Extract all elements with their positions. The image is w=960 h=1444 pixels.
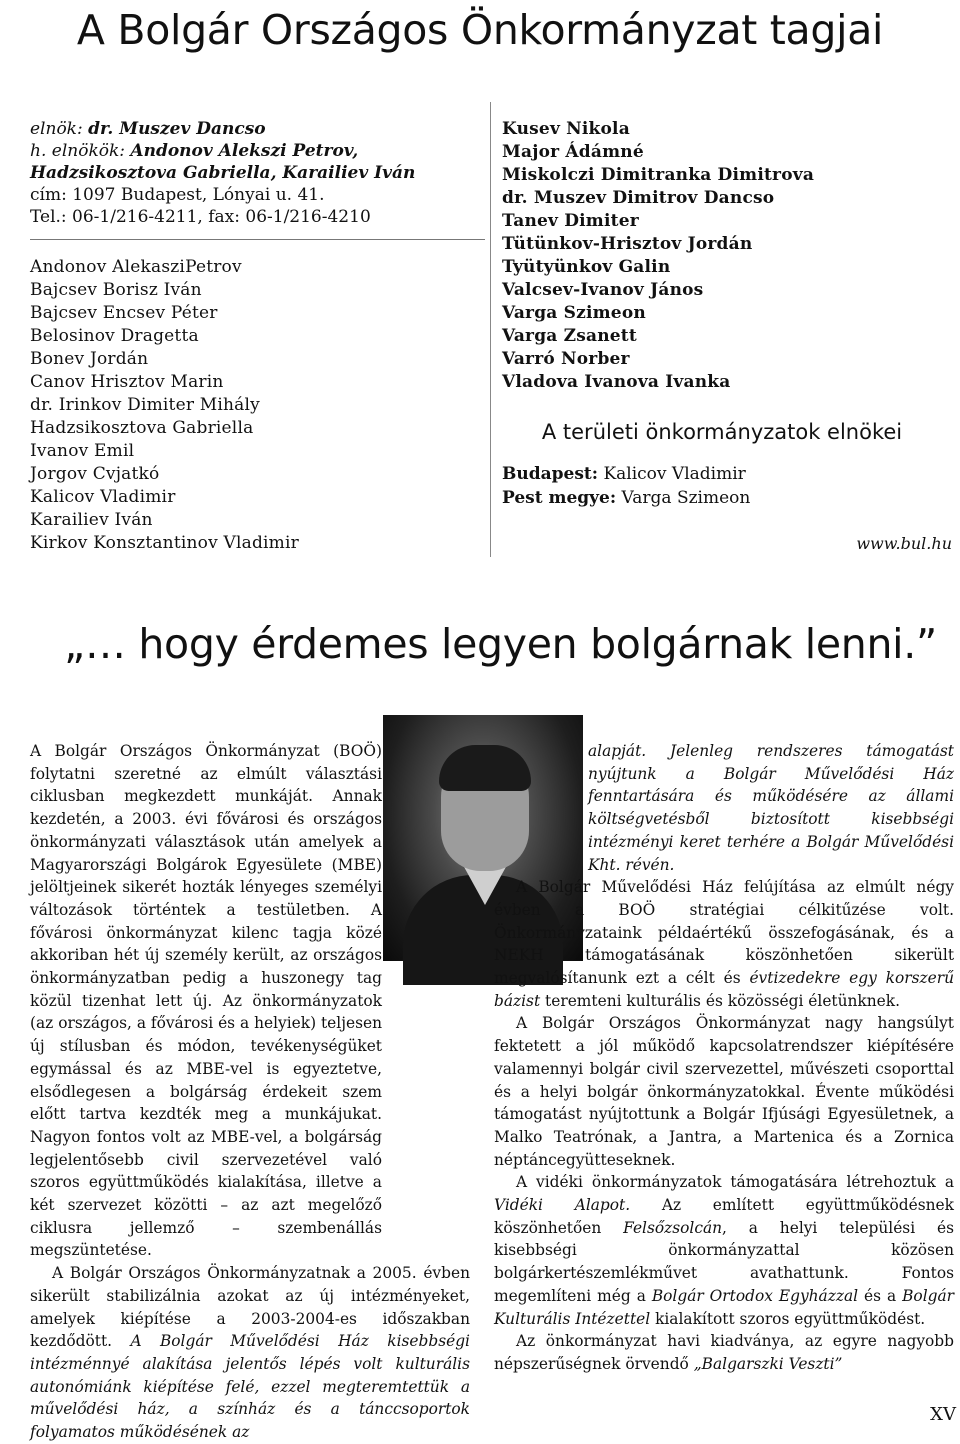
article-paragraph: A Bolgár Országos Önkormányzat nagy hangsúlyt fektetett a jól működő kapcsolatrendszer kiépítésére valamennyi bolgár civil szervezettel, művészeti csoporttal és a helyi bolgár önkormányzatokkal. Évente működési támogatást nyújtottunk a Bolgár Ifjúsági Egyesületnek, a Malko Teatrónak, a Jantra, a Martenica és a Zornica néptáncegyütteseknek. (494, 1014, 954, 1169)
member-name: Hadzsikosztova Gabriella (30, 418, 254, 438)
vice-presidents-names-1: Andonov Alekszi Petrov, (130, 141, 359, 161)
vice-presidents-line (30, 140, 485, 162)
article-paragraph: alapját. Jelenleg rendszeres támogatást nyújtunk a Bolgár Művelődési Ház fenntartására és működésére az állami költségvetésből biztosított kisebbségi intézményi keret terhére a Bolgár Művelődési Kht. révén. (588, 742, 954, 874)
article-column-left (30, 740, 470, 1444)
paragraph-text: és a (858, 1286, 903, 1305)
member-name: Jorgov Cvjatkó (30, 464, 160, 484)
budapest-label: Budapest: (502, 464, 599, 484)
president-label: elnök: (30, 119, 89, 139)
budapest-line (502, 462, 942, 486)
member-name: Belosinov Dragetta (30, 326, 199, 346)
member-name: Bajcsev Borisz Iván (30, 280, 202, 300)
paragraph-text: A Bolgár Országos Önkormányzatnak a 2005. évben sikerült stabilizálnia azokat az új intézményeket, amelyek kiépítése a 2003-2004-es időszakban kezdődött. (30, 1264, 470, 1351)
member-name: Karailiev Iván (30, 510, 153, 530)
vice-presidents-names-2: Hadzsikosztova Gabriella, Karailiev Iván (30, 163, 416, 183)
members-list-right (502, 118, 942, 394)
article-paragraph (30, 1262, 470, 1444)
member-name: Valcsev-Ivanov János (502, 280, 704, 300)
regional-heading: A területi önkormányzatok elnökei (541, 420, 903, 444)
member-name: Tyütyünkov Galin (502, 257, 671, 277)
member-name: Bonev Jordán (30, 349, 149, 369)
paragraph-italic-text: Felsőzsolcán (623, 1218, 723, 1237)
paragraph-italic-text: Bolgár Kulturális Intézettel (494, 1286, 955, 1328)
vice-presidents-label: h. elnökök: (30, 141, 131, 161)
member-name: Kusev Nikola (502, 119, 630, 139)
regional-presidents (502, 462, 942, 510)
paragraph-italic-text: Bolgár Ortodox Egyházzal (651, 1286, 859, 1305)
paragraph-italic-text: Vidéki Alapot. (494, 1196, 631, 1215)
article-column-right (494, 740, 954, 1376)
paragraph-text: A Bolgár Művelődési Ház felújítása az elmúlt négy évben a BOÖ stratégiai célkitűzése volt. Önkormányzataink példaértékű összefogásának, és a NEKH támogatásának köszönhetően sikerült megvalósítanunk ezt a célt és (494, 878, 954, 988)
member-name: Andonov AlekasziPetrov (30, 257, 242, 277)
member-name: Major Ádámné (502, 142, 644, 162)
paragraph-text: A vidéki önkormányzatok támogatására létrehoztuk a (516, 1173, 954, 1192)
member-name: Varga Zsanett (502, 326, 637, 346)
paragraph-text: Az említett együttműködésnek köszönhetően (494, 1196, 954, 1237)
member-name: Tütünkov-Hrisztov Jordán (502, 234, 753, 254)
article-paragraph (494, 1171, 954, 1330)
member-name: Miskolczi Dimitranka Dimitrova (502, 165, 815, 185)
paragraph-text: kialakított szoros együttműködést. (650, 1309, 926, 1328)
paragraph-text: , a helyi települési és kisebbségi önkormányzattal közösen bolgárkertészemlékművet avathattunk. Fontos megemlíteni még a (494, 1218, 954, 1305)
pest-line (502, 486, 942, 510)
president-line (30, 118, 485, 140)
budapest-name: Kalicov Vladimir (598, 464, 746, 484)
website-url[interactable]: www.bul.hu (856, 534, 952, 553)
member-name: Bajcsev Encsev Péter (30, 303, 218, 323)
member-name: Varga Szimeon (502, 303, 646, 323)
member-name: dr. Irinkov Dimiter Mihály (30, 395, 260, 415)
paragraph-text: teremteni kulturális és közösségi életünknek. (540, 991, 900, 1010)
president-name: dr. Muszev Dancso (88, 119, 266, 139)
pest-name: Varga Szimeon (616, 488, 751, 508)
pest-label: Pest megye: (502, 488, 617, 508)
member-name: dr. Muszev Dimitrov Dancso (502, 188, 775, 208)
article-paragraph: A Bolgár Országos Önkormányzat (BOÖ) folytatni szeretné az elmúlt választási ciklusban megkezdett munkáját. Annak kezdetén, a 2003. évi fővárosi és országos önkormányzati választások után amelyek a Magyarországi Bolgárok Egyesülete (MBE) jelöltjeinek sikerét hozták lényeges személyi változások történtek a testületben. A fővárosi önkormányzat kilenc tagja közé akkoriban hét új személy került, az országos önkormányzatban pedig a huszonegy tag közül tizenhat lett új. Az önkormányzatok (az országos, a fővárosi és a helyiek) teljesen új stílusban és módon, tevékenységüket egymással és az MBE-vel is egyeztetve, elsődlegesen a bolgárság érdekeit szem előtt tartva kezdték meg a munkájukat. Nagyon fontos volt az MBE-vel, a bolgárság legjelentősebb civil szervezetével való szoros együttműködés kialakítása, illetve a két szervezet közötti – az azt megelőző ciklusra jellemző – szembenállás megszüntetése. (30, 742, 382, 1260)
member-name: Kalicov Vladimir (30, 487, 176, 507)
member-name: Canov Hrisztov Marin (30, 372, 224, 392)
paragraph-italic-text: „Balgarszki Veszti” (693, 1354, 843, 1373)
member-name: Tanev Dimiter (502, 211, 639, 231)
members-list-left (30, 256, 485, 555)
paragraph-text: Az önkormányzat havi kiadványa, az egyre nagyobb népszerűségnek örvendő (494, 1332, 954, 1373)
member-name: Ivanov Emil (30, 441, 135, 461)
article-paragraph (494, 1330, 954, 1375)
address: cím: 1097 Budapest, Lónyai u. 41. (30, 185, 325, 205)
phone-fax: Tel.: 06-1/216-4211, fax: 06-1/216-4210 (30, 207, 371, 227)
leadership-info (30, 118, 485, 228)
column-divider (490, 102, 491, 557)
member-name: Varró Norber (502, 349, 630, 369)
page-title: A Bolgár Országos Önkormányzat tagjai (76, 6, 884, 54)
member-name: Kirkov Konsztantinov Vladimir (30, 533, 299, 553)
paragraph-italic-text: évtizedekre egy korszerű bázist (494, 969, 954, 1010)
article-headline: „… hogy érdemes legyen bolgárnak lenni.” (64, 620, 937, 668)
info-divider (30, 239, 485, 240)
page-number: XV (930, 1404, 956, 1425)
article-paragraph (494, 876, 954, 1012)
member-name: Vladova Ivanova Ivanka (502, 372, 731, 392)
paragraph-italic-text: A Bolgár Művelődési Ház kisebbségi intézménnyé alakítása jelentős lépés volt kulturális autonómiánk kiépítése felé, ezzel megteremtettük a művelődési ház, a színház és a tánccsoportok folyamatos működésének az (30, 1332, 470, 1442)
